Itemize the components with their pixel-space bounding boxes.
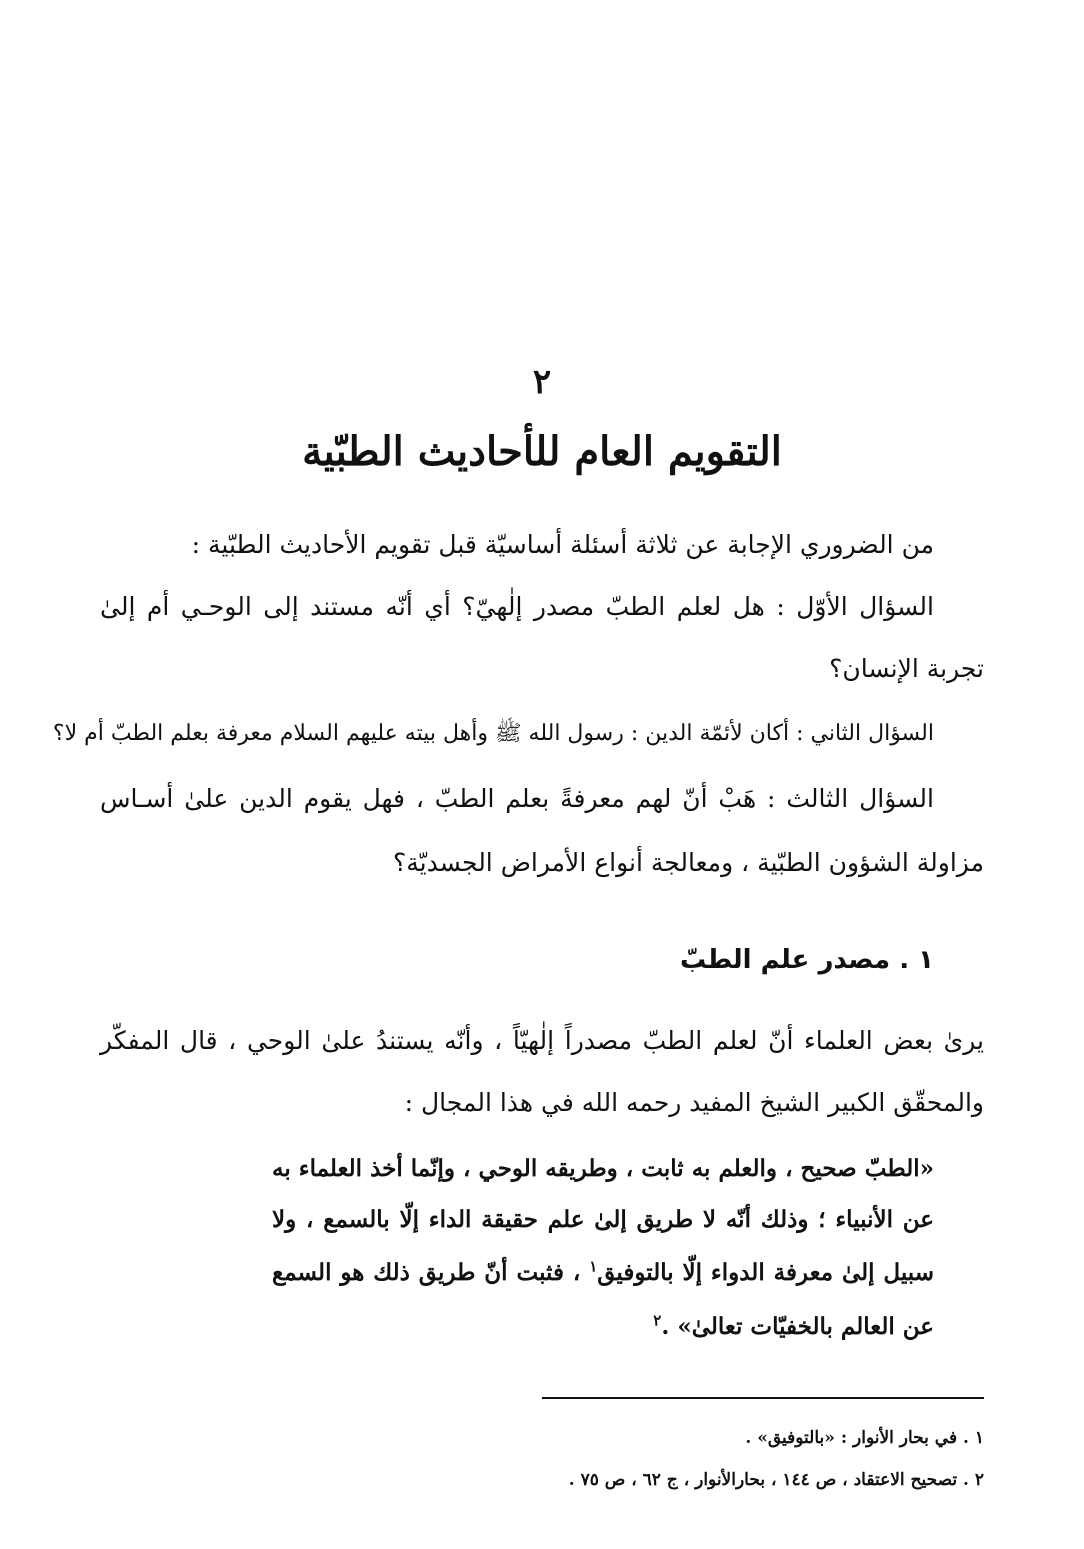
question-1-line-1: السؤال الأوّل : هل لعلم الطبّ مصدر إلٰهيّ؟ أي أنّه مستند إلى الوحـي أم إلىٰ [100,592,934,621]
section-heading: ١ . مصدر علم الطبّ [680,945,934,975]
intro-lead: من الضروري الإجابة عن ثلاثة أسئلة أساسيّة قبل تقويم الأحاديث الطبّية : [191,530,934,559]
question-1-line-2: تجربة الإنسان؟ [829,654,984,683]
footnote-ref-1: ١ [589,1257,598,1276]
section-paragraph-line-2: والمحقّق الكبير الشيخ المفيد رحمه الله في هذا المجال : [404,1088,984,1117]
footnote-divider [542,1397,984,1399]
footnote-1: ١ . في بحار الأنوار : «بالتوفيق» . [745,1428,984,1448]
question-3-line-2: مزاولة الشؤون الطبّية ، ومعالجة أنواع الأمراض الجسديّة؟ [393,848,984,877]
quote-line-3-start: سبيل إلىٰ معرفة الدواء إلّا بالتوفيق [597,1259,934,1286]
quote-line-1: «الطبّ صحيح ، والعلم به ثابت ، وطريقه الوحي ، وإنّما أخذ العلماء به [272,1155,934,1182]
quote-line-3 [272,1256,934,1290]
question-3-line-1: السؤال الثالث : هَبْ أنّ لهم معرفةً بعلم الطبّ ، فهل يقوم الدين علىٰ أسـاس [100,784,934,813]
chapter-title: التقويم العام للأحاديث الطبّية [302,428,782,475]
quote-line-3-end: ، فثبت أنّ طريق ذلك هو السمع [272,1259,590,1286]
quote-line-2: عن الأنبياء ؛ وذلك أنّه لا طريق إلىٰ علم حقيقة الداء إلّا بالسمع ، ولا [272,1206,934,1233]
quote-line-4-text: عن العالم بالخفيّات تعالىٰ» . [661,1313,934,1340]
chapter-number: ٢ [532,362,552,402]
footnote-2: ٢ . تصحيح الاعتقاد ، ص ١٤٤ ، بحارالأنوار ، ج ٦٢ ، ص ٧٥ . [568,1470,984,1490]
section-paragraph-line-1: يرىٰ بعض العلماء أنّ لعلم الطبّ مصدراً إلٰهيّاً ، وأنّه يستندُ علىٰ الوحي ، قال المفكّر [100,1026,984,1055]
footnote-ref-2: ٢ [653,1311,662,1330]
question-2: السؤال الثاني : أكان لأئمّة الدين : رسول الله ﷺ وأهل بيته عليهم السلام معرفة بعلم الطبّ أم لا؟ [52,721,934,746]
quote-line-4 [272,1310,934,1344]
